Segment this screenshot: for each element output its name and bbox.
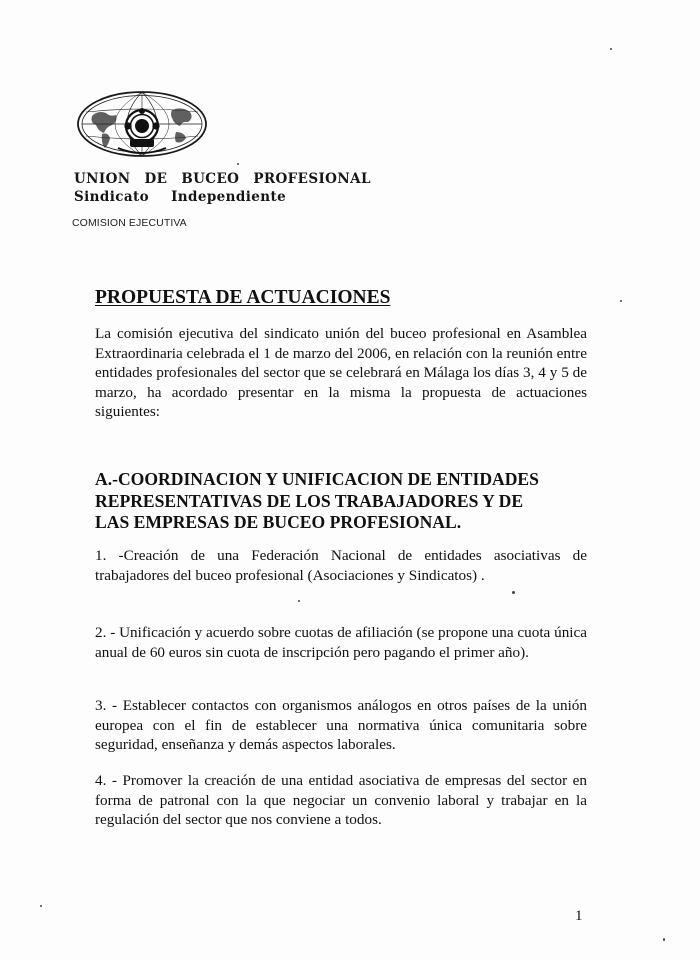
scan-speck <box>663 938 665 941</box>
section-a-heading-line: LAS EMPRESAS DE BUCEO PROFESIONAL. <box>95 512 462 532</box>
section-a-heading-line: A.-COORDINACION Y UNIFICACION DE ENTIDADES <box>95 469 539 489</box>
proposal-item-3: 3. - Establecer contactos con organismos análogos en otros países de la unión europea con el fin de establecer una normativa única comunitaria sobre seguridad, enseñanza y demás aspectos laborales. <box>95 697 587 754</box>
org-word: UNION <box>74 171 131 187</box>
scan-speck <box>610 48 612 50</box>
scan-speck <box>40 905 42 907</box>
document-title: PROPUESTA DE ACTUACIONES <box>95 287 391 308</box>
org-word: DE <box>144 171 168 187</box>
page-number: 1 <box>575 908 583 924</box>
scan-speck <box>298 600 300 602</box>
intro-paragraph: La comisión ejecutiva del sindicato unión del buceo profesional en Asamblea Extraordinaria celebrada el 1 de marzo del 2006, en relación con la reunión entre entidades profesionales del sector que se celebrará en Málaga los días 3, 4 y 5 de marzo, ha acordado presentar en la misma la propuesta de actuaciones siguientes: <box>95 325 587 421</box>
proposal-item-1: 1. -Creación de una Federación Nacional de entidades asociativas de trabajadores del buceo profesional (Asociaciones y Sindicatos) . <box>95 547 587 584</box>
scan-speck <box>237 163 239 165</box>
org-word: PROFESIONAL <box>253 171 371 187</box>
scan-speck <box>620 300 622 302</box>
org-word: Independiente <box>171 189 287 205</box>
org-word: BUCEO <box>181 171 240 187</box>
proposal-item-2: 2. - Unificación y acuerdo sobre cuotas de afiliación (se propone una cuota única anual de 60 euros sin cuota de inscripción pero pagando el primer año). <box>95 624 587 661</box>
section-a-heading <box>95 469 595 534</box>
globe-diver-helmet-logo-icon <box>74 86 210 164</box>
committee-label: COMISION EJECUTIVA <box>72 217 187 229</box>
proposal-item-4: 4. - Promover la creación de una entidad asociativa de empresas del sector en forma de patronal con la que negociar un convenio laboral y trabajar en la regulación del sector que nos conviene a todos. <box>95 772 587 829</box>
organization-subtitle <box>74 189 286 205</box>
organization-name <box>74 171 371 187</box>
org-word: Sindicato <box>74 189 150 205</box>
section-a-heading-line: REPRESENTATIVAS DE LOS TRABAJADORES Y DE <box>95 490 524 511</box>
scan-speck <box>512 591 515 594</box>
